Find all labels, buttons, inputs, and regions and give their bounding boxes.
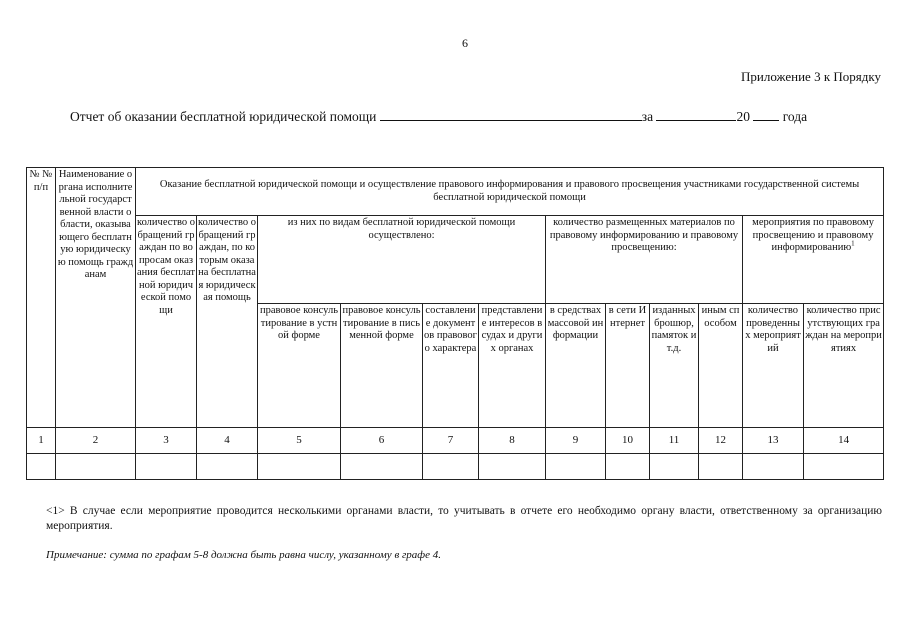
page-number: 6 [462,36,468,50]
data-cell [197,454,258,480]
report-table [26,167,884,480]
data-cell [136,454,197,480]
year-blank [753,107,779,121]
period-blank [656,107,736,121]
col-number: 2 [56,428,136,454]
data-cell [650,454,699,480]
data-cell [258,454,341,480]
data-cell [546,454,606,480]
data-cell [606,454,650,480]
col-number: 12 [699,428,743,454]
empty-data-row [27,454,884,480]
col-14-header: количество присутствующих граждан на мероприятиях [804,304,884,428]
group-events-header [743,216,884,304]
header-row-1 [27,168,884,216]
group-kinds-header: из них по видам бесплатной юридической помощи осуществлено: [258,216,546,304]
col-10-header: в сети Интернет [606,304,650,428]
col-number: 10 [606,428,650,454]
column-number-row [27,428,884,454]
col-number: 11 [650,428,699,454]
col-number: 4 [197,428,258,454]
col-11-header: изданных брошюр, памяток и т.д. [650,304,699,428]
col-7-header: составление документов правового характера [423,304,479,428]
col-3-header: количество обращений граждан по вопросам оказания бесплатной юридической помощи [136,216,197,428]
year-prefix: 20 [736,109,750,124]
main-header: Оказание бесплатной юридической помощи и осуществление правового информирования и правового просвещения участниками государственной системы бесплатной юридической помощи [136,168,884,216]
col-4-header: количество обращений граждан, по которым оказана бесплатная юридическая помощь [197,216,258,428]
footnote-marker: 1 [851,239,855,248]
col-number: 5 [258,428,341,454]
group-events-text: мероприятия по правовому просвещению и правовому информированию [752,217,874,253]
col-2-header: Наименование органа исполнительной государственной власти области, оказывающего бесплатную юридическую помощь гражданам [56,168,136,428]
col-number: 9 [546,428,606,454]
col-number: 3 [136,428,197,454]
data-cell [804,454,884,480]
col-number: 1 [27,428,56,454]
col-12-header: иным способом [699,304,743,428]
footnote: <1> В случае если мероприятие проводится несколькими органами власти, то учитывать в отчете его необходимо органу власти, ответственному за организацию мероприятия. [46,505,882,532]
col-number: 14 [804,428,884,454]
note: Примечание: сумма по графам 5-8 должна быть равна числу, указанному в графе 4. [46,549,441,561]
data-cell [743,454,804,480]
data-cell [699,454,743,480]
data-cell [423,454,479,480]
data-cell [27,454,56,480]
col-1-header: № № п/п [27,168,56,428]
za-label: за [641,109,654,124]
data-cell [56,454,136,480]
col-8-header: представление интересов в судах и других органах [479,304,546,428]
organ-name-blank [380,107,642,121]
col-number: 8 [479,428,546,454]
group-materials-header: количество размещенных материалов по правовому информированию и правовому просвещению: [546,216,743,304]
data-cell [479,454,546,480]
col-number: 6 [341,428,423,454]
col-6-header: правовое консультирование в письменной форме [341,304,423,428]
col-number: 13 [743,428,804,454]
report-title [70,107,807,125]
col-5-header: правовое консультирование в устной форме [258,304,341,428]
appendix-label: Приложение 3 к Порядку [741,69,881,84]
header-row-2 [27,216,884,304]
col-number: 7 [423,428,479,454]
year-suffix: года [782,109,808,124]
report-title-text: Отчет об оказании бесплатной юридической помощи [70,109,377,124]
col-13-header: количество проведенных мероприятий [743,304,804,428]
data-cell [341,454,423,480]
col-9-header: в средствах массовой информации [546,304,606,428]
